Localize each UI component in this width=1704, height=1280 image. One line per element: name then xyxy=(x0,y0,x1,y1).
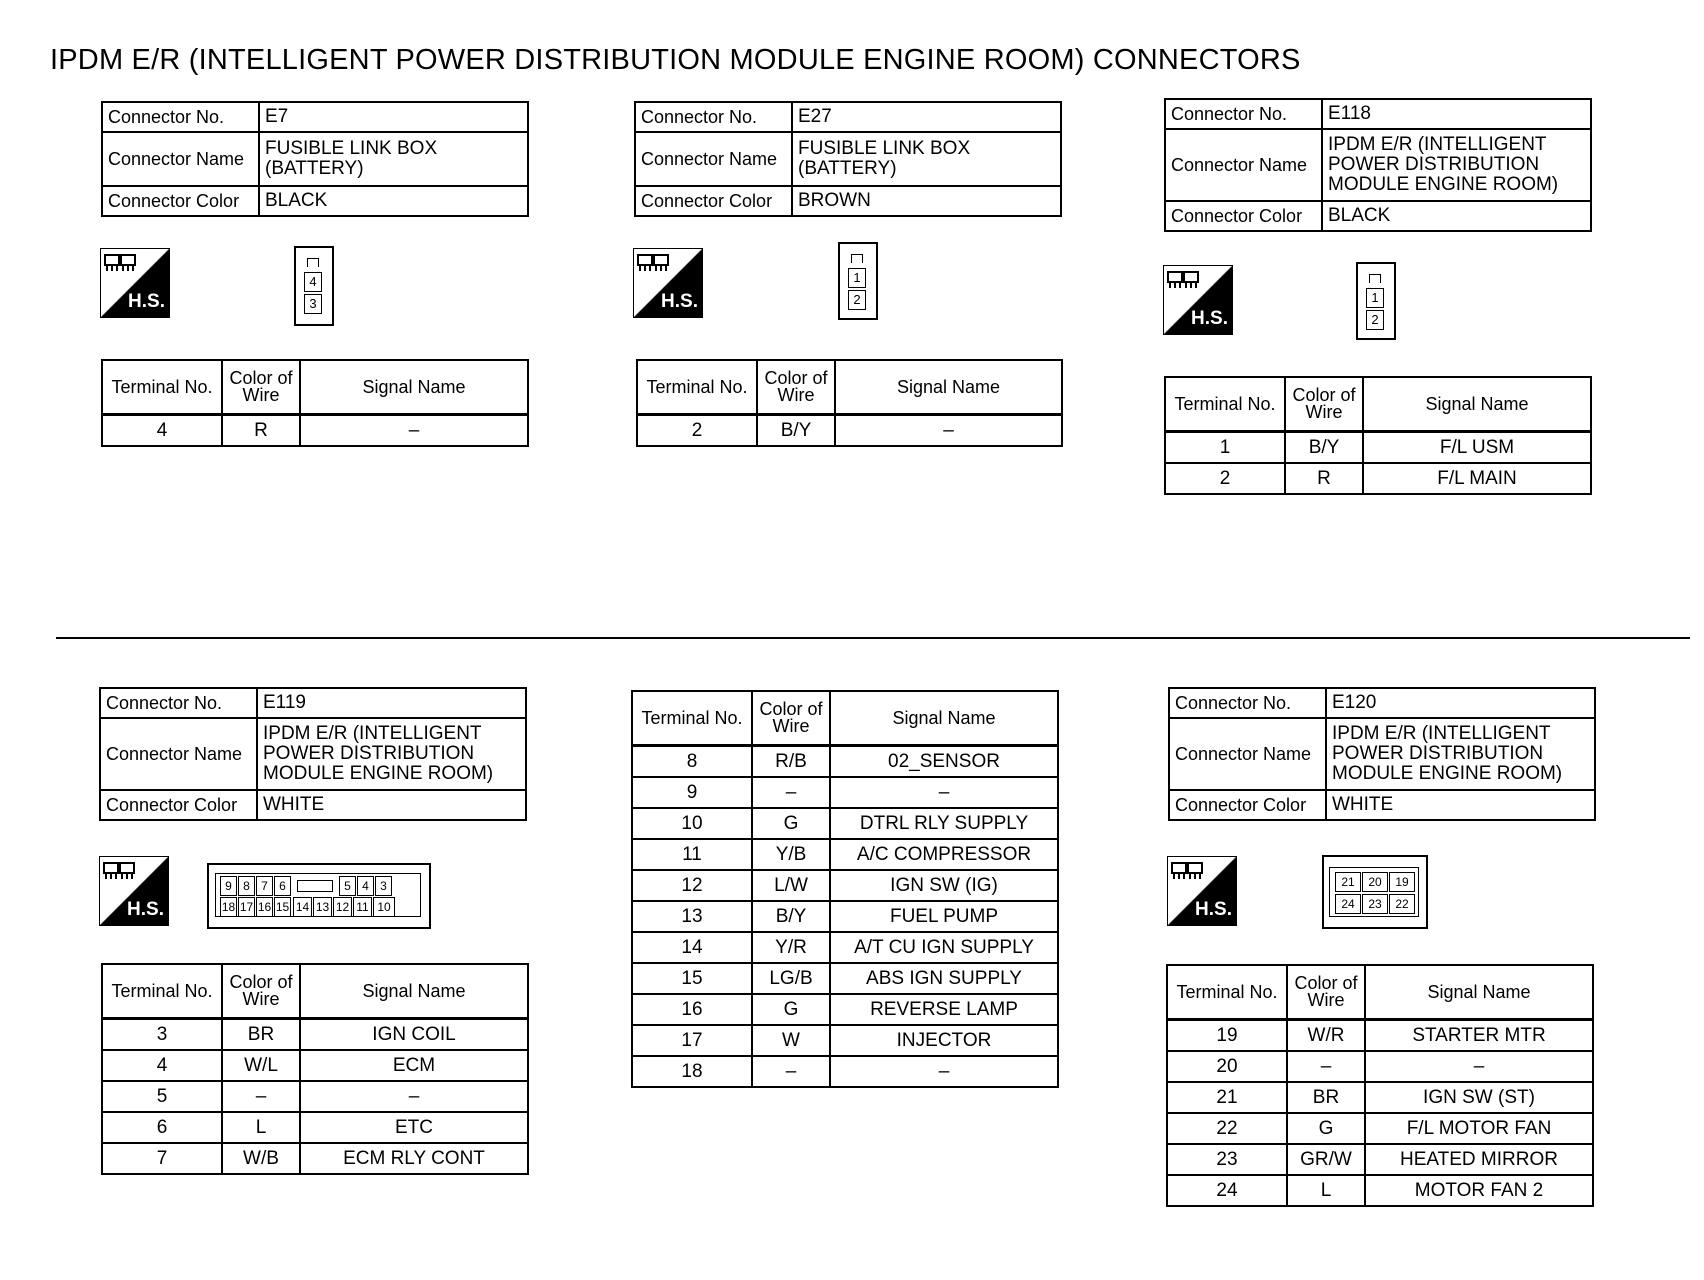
harness-side-icon xyxy=(99,856,169,926)
connector-color-value: BLACK xyxy=(259,186,528,216)
table-row: 2 R F/L MAIN xyxy=(1165,463,1591,494)
e120-connector-face xyxy=(1322,855,1428,929)
connector-name-label: Connector Name xyxy=(102,132,259,186)
connector-color-value: WHITE xyxy=(257,790,526,820)
connector-no-label: Connector No. xyxy=(1165,99,1322,129)
e27-terminal-table xyxy=(636,359,1063,447)
e7-info-table xyxy=(101,101,529,217)
connector-no-value: E7 xyxy=(259,102,528,132)
table-row: 14 Y/R A/T CU IGN SUPPLY xyxy=(632,932,1058,963)
table-row: 15 LG/B ABS IGN SUPPLY xyxy=(632,963,1058,994)
e7-connector-face xyxy=(294,246,334,326)
connector-pin: 5 xyxy=(339,876,356,896)
table-row: 4 W/L ECM xyxy=(102,1050,528,1081)
wire-color-header: Color of Wire xyxy=(1285,377,1363,432)
connector-pin: 10 xyxy=(373,897,395,917)
connector-color-label: Connector Color xyxy=(635,186,792,216)
connector-name-label: Connector Name xyxy=(1169,718,1326,790)
table-row: 2 B/Y – xyxy=(637,415,1062,447)
table-row: 13 B/Y FUEL PUMP xyxy=(632,901,1058,932)
wire-color-header: Color of Wire xyxy=(1287,965,1365,1020)
connector-pin: 18 xyxy=(220,897,237,917)
connector-name-label: Connector Name xyxy=(1165,129,1322,201)
wire-color-header: Color of Wire xyxy=(752,691,830,746)
table-row: 9 – – xyxy=(632,777,1058,808)
harness-side-icon xyxy=(1167,856,1237,926)
connector-pin: 19 xyxy=(1389,872,1415,892)
signal-name-header: Signal Name xyxy=(830,691,1058,746)
page-title: IPDM E/R (INTELLIGENT POWER DISTRIBUTION MODULE ENGINE ROOM) CONNECTORS xyxy=(50,44,1301,76)
connector-pin: 14 xyxy=(293,897,312,917)
table-row: 8 R/B 02_SENSOR xyxy=(632,746,1058,778)
table-row: 12 L/W IGN SW (IG) xyxy=(632,870,1058,901)
terminal-no-header: Terminal No. xyxy=(102,964,222,1019)
connector-name-label: Connector Name xyxy=(635,132,792,186)
connector-pin: 2 xyxy=(848,290,866,310)
connector-no-value: E118 xyxy=(1322,99,1591,129)
connector-name-value: IPDM E/R (INTELLIGENT POWER DISTRIBUTION MODULE ENGINE ROOM) xyxy=(257,718,526,790)
e118-terminal-table xyxy=(1164,376,1592,495)
connector-name-value: IPDM E/R (INTELLIGENT POWER DISTRIBUTION MODULE ENGINE ROOM) xyxy=(1326,718,1595,790)
terminal-no-header: Terminal No. xyxy=(1167,965,1287,1020)
table-row: 20 – – xyxy=(1167,1051,1593,1082)
connector-pin: 21 xyxy=(1335,872,1361,892)
hs-label: H.S. xyxy=(1191,308,1228,329)
connector-color-label: Connector Color xyxy=(102,186,259,216)
connector-latch xyxy=(851,254,863,263)
connector-latch xyxy=(293,876,335,894)
connector-pin: 2 xyxy=(1366,310,1384,330)
connector-pin: 4 xyxy=(304,272,322,292)
harness-side-icon xyxy=(1163,265,1233,335)
connector-no-value: E120 xyxy=(1326,688,1595,718)
wire-color-header: Color of Wire xyxy=(222,360,300,415)
e119-terminal-table xyxy=(101,963,529,1175)
e118-info-table xyxy=(1164,98,1592,232)
connector-color-value: BROWN xyxy=(792,186,1061,216)
terminal-no-header: Terminal No. xyxy=(102,360,222,415)
hs-label: H.S. xyxy=(127,899,164,920)
e120-terminal-table xyxy=(1166,964,1594,1207)
connector-latch xyxy=(307,258,319,267)
connector-pin: 12 xyxy=(333,897,352,917)
table-row: 19 W/R STARTER MTR xyxy=(1167,1020,1593,1052)
connector-pin: 11 xyxy=(353,897,372,917)
connector-name-value: FUSIBLE LINK BOX (BATTERY) xyxy=(259,132,528,186)
e119-info-table xyxy=(99,687,527,821)
connector-pin: 13 xyxy=(313,897,332,917)
terminal-no-header: Terminal No. xyxy=(632,691,752,746)
signal-name-header: Signal Name xyxy=(1365,965,1593,1020)
wire-color-header: Color of Wire xyxy=(222,964,300,1019)
connector-no-label: Connector No. xyxy=(100,688,257,718)
connector-no-value: E27 xyxy=(792,102,1061,132)
connector-color-value: BLACK xyxy=(1322,201,1591,231)
connector-pin: 15 xyxy=(274,897,291,917)
connector-pin: 3 xyxy=(304,294,322,314)
e120-info-table xyxy=(1168,687,1596,821)
signal-name-header: Signal Name xyxy=(1363,377,1591,432)
e27-connector-face xyxy=(838,242,878,320)
table-row: 4 R – xyxy=(102,415,528,447)
e119-connector-face xyxy=(207,863,431,929)
table-row: 11 Y/B A/C COMPRESSOR xyxy=(632,839,1058,870)
connector-pin: 1 xyxy=(848,268,866,288)
connector-color-label: Connector Color xyxy=(1165,201,1322,231)
connector-pin: 1 xyxy=(1366,288,1384,308)
signal-name-header: Signal Name xyxy=(300,360,528,415)
hs-label: H.S. xyxy=(661,291,698,312)
connector-color-value: WHITE xyxy=(1326,790,1595,820)
connector-pin: 22 xyxy=(1389,894,1415,914)
hs-label: H.S. xyxy=(128,291,165,312)
connector-pin: 17 xyxy=(238,897,255,917)
connector-name-label: Connector Name xyxy=(100,718,257,790)
harness-side-icon xyxy=(100,248,170,318)
table-row: 7 W/B ECM RLY CONT xyxy=(102,1143,528,1174)
connector-pin: 23 xyxy=(1362,894,1388,914)
connector-pin: 20 xyxy=(1362,872,1388,892)
connector-color-label: Connector Color xyxy=(1169,790,1326,820)
signal-name-header: Signal Name xyxy=(300,964,528,1019)
connector-pin: 16 xyxy=(256,897,273,917)
table-row: 17 W INJECTOR xyxy=(632,1025,1058,1056)
connector-no-label: Connector No. xyxy=(635,102,792,132)
table-row: 18 – – xyxy=(632,1056,1058,1087)
connector-pin: 24 xyxy=(1335,894,1361,914)
connector-pin: 4 xyxy=(357,876,374,896)
section-divider xyxy=(56,637,1690,639)
harness-side-icon xyxy=(633,248,703,318)
connector-pin: 3 xyxy=(375,876,392,896)
table-row: 21 BR IGN SW (ST) xyxy=(1167,1082,1593,1113)
terminal-no-header: Terminal No. xyxy=(637,360,757,415)
table-row: 6 L ETC xyxy=(102,1112,528,1143)
terminal-no-header: Terminal No. xyxy=(1165,377,1285,432)
e7-terminal-table xyxy=(101,359,529,447)
hs-label: H.S. xyxy=(1195,899,1232,920)
connector-no-label: Connector No. xyxy=(102,102,259,132)
table-row: 3 BR IGN COIL xyxy=(102,1019,528,1051)
connector-no-label: Connector No. xyxy=(1169,688,1326,718)
table-row: 5 – – xyxy=(102,1081,528,1112)
e118-connector-face xyxy=(1356,262,1396,340)
table-row: 16 G REVERSE LAMP xyxy=(632,994,1058,1025)
table-row: 24 L MOTOR FAN 2 xyxy=(1167,1175,1593,1206)
connector-pin: 7 xyxy=(256,876,273,896)
wire-color-header: Color of Wire xyxy=(757,360,835,415)
table-row: 1 B/Y F/L USM xyxy=(1165,432,1591,464)
connector-latch xyxy=(1369,274,1381,283)
connector-pin: 8 xyxy=(238,876,255,896)
table-row: 22 G F/L MOTOR FAN xyxy=(1167,1113,1593,1144)
table-row: 23 GR/W HEATED MIRROR xyxy=(1167,1144,1593,1175)
e119-terminal-table-continued xyxy=(631,690,1059,1088)
connector-name-value: FUSIBLE LINK BOX (BATTERY) xyxy=(792,132,1061,186)
table-row: 10 G DTRL RLY SUPPLY xyxy=(632,808,1058,839)
connector-pin: 6 xyxy=(274,876,291,896)
e27-info-table xyxy=(634,101,1062,217)
signal-name-header: Signal Name xyxy=(835,360,1062,415)
connector-pin: 9 xyxy=(220,876,237,896)
connector-name-value: IPDM E/R (INTELLIGENT POWER DISTRIBUTION MODULE ENGINE ROOM) xyxy=(1322,129,1591,201)
connector-no-value: E119 xyxy=(257,688,526,718)
connector-color-label: Connector Color xyxy=(100,790,257,820)
